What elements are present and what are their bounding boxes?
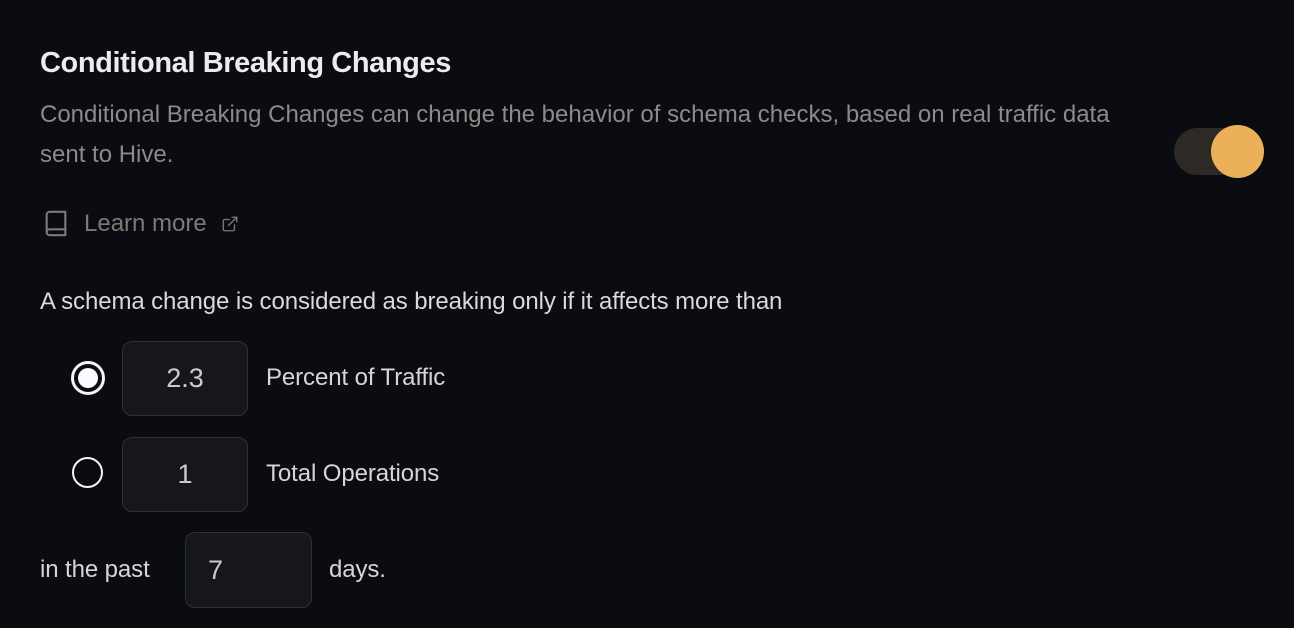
percent-of-traffic-radio[interactable]: [71, 361, 105, 395]
external-link-icon: [221, 215, 239, 233]
days-input[interactable]: [185, 532, 312, 608]
section-title: Conditional Breaking Changes: [40, 47, 451, 79]
percent-of-traffic-input[interactable]: [122, 341, 248, 416]
total-operations-radio[interactable]: [72, 457, 103, 488]
total-operations-label: Total Operations: [266, 460, 440, 487]
learn-more-label: Learn more: [84, 209, 207, 237]
toggle-thumb: [1211, 125, 1264, 178]
period-prefix-text: in the past: [40, 556, 150, 583]
section-description: Conditional Breaking Changes can change the behavior of schema checks, based on real traffic data sent to Hive.: [40, 101, 1110, 168]
book-icon: [42, 207, 70, 240]
learn-more-link[interactable]: [42, 207, 239, 240]
period-suffix-text: days.: [329, 556, 386, 583]
total-operations-input[interactable]: [122, 437, 248, 512]
conditional-breaking-changes-toggle[interactable]: [1174, 125, 1264, 178]
percent-of-traffic-label: Percent of Traffic: [266, 364, 446, 391]
breaking-condition-intro: A schema change is considered as breaking only if it affects more than: [40, 288, 783, 315]
